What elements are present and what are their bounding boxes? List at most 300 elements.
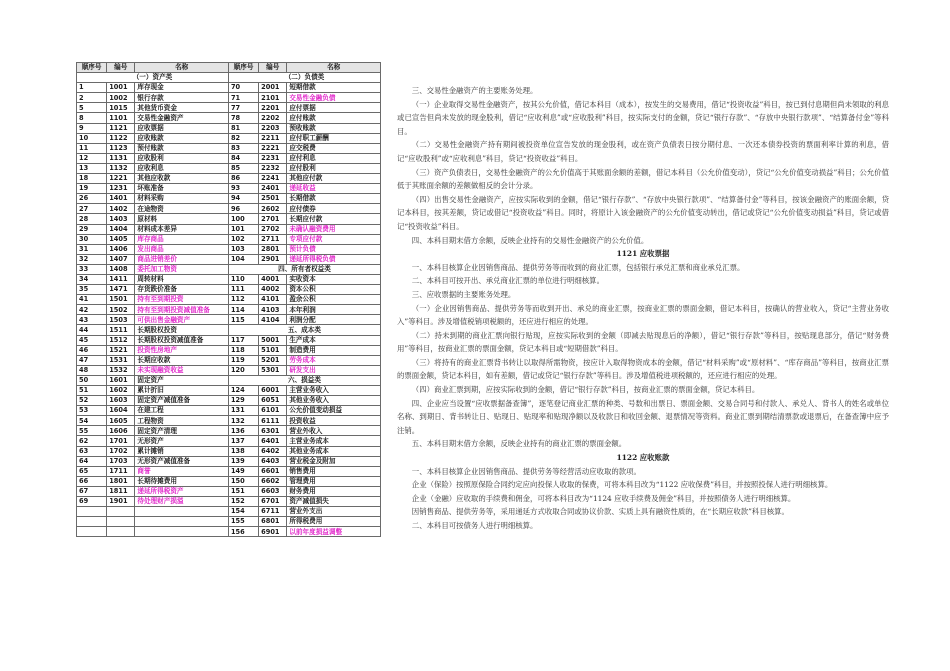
code-cell: 1701 [107,436,135,446]
table-row [77,446,381,456]
account-name-cell: 应收票据 [135,123,229,133]
code-cell: 5101 [259,345,287,355]
seq-cell: 50 [77,375,107,385]
account-name-cell: 周转材料 [135,274,229,284]
seq-cell: 9 [77,123,107,133]
code-cell: 1231 [107,184,135,194]
paragraph: 企业（保险）按照原保险合同约定应向投保人收取的保费，可将本科目改为“1122 应收保费”科目，并按照投保人进行明细核算。 [411,480,833,490]
account-name-cell: 商誉 [135,466,229,476]
account-name-cell: 无形资产减值准备 [135,456,229,466]
table-row [77,507,381,517]
code-cell: 1122 [107,133,135,143]
code-cell: 1502 [107,305,135,315]
code-cell: 2602 [259,204,287,214]
section-heading: （二）负债类 [228,73,380,83]
seq-cell: 8 [77,113,107,123]
code-cell: 6601 [259,466,287,476]
seq-cell: 154 [228,507,258,517]
seq-cell: 54 [77,416,107,426]
code-cell: 5201 [259,355,287,365]
code-cell: 1407 [107,254,135,264]
account-name-cell: 应付债券 [287,204,381,214]
table-row [77,214,381,224]
code-cell: 1001 [107,83,135,93]
account-name-cell: 材料采购 [135,194,229,204]
table-row [77,396,381,406]
account-name-cell: 库存现金 [135,83,229,93]
seq-cell: 64 [77,456,107,466]
code-cell: 2701 [259,214,287,224]
account-name-cell: 在建工程 [135,406,229,416]
table-row [77,527,381,537]
section-heading: 六、损益类 [228,375,380,385]
section-heading: 五、成本类 [228,325,380,335]
table-row [77,143,381,153]
account-name-cell: 累计摊销 [135,446,229,456]
code-cell: 1408 [107,264,135,274]
account-name-cell: 递延所得税负债 [287,254,381,264]
seq-cell: 1 [77,83,107,93]
table-row [77,244,381,254]
seq-cell: 51 [77,386,107,396]
seq-cell: 45 [77,335,107,345]
seq-cell: 110 [228,274,258,284]
account-name-cell: 固定资产减值准备 [135,396,229,406]
table-row [77,335,381,345]
account-name-cell: 销售费用 [287,466,381,476]
seq-cell: 48 [77,365,107,375]
code-cell: 2203 [259,123,287,133]
seq-cell: 100 [228,214,258,224]
paragraph: （四）商业汇票到期，应按实际收到的金额，借记“银行存款”科目，按商业汇票的票面金额，贷记本科目。 [411,385,760,395]
account-name-cell: 投资收益 [287,416,381,426]
table-row [77,497,381,507]
paragraph: 企业（金融）应收取的手续费和佣金，可将本科目改为“1124 应收手续费及佣金”科目，并按照债务人进行明细核算。 [411,493,796,503]
account-name-cell: 公允价值变动损益 [287,406,381,416]
column-header: 名称 [135,63,229,73]
paragraph: 三、交易性金融资产的主要账务处理。 [411,86,538,95]
seq-cell: 96 [228,204,258,214]
account-name-cell: 应付账款 [287,113,381,123]
account-name-cell: 交易性金融负债 [287,93,381,103]
table-row [77,93,381,103]
code-cell: 2202 [259,113,287,123]
account-name-cell: 原材料 [135,214,229,224]
code-cell: 6901 [259,527,287,537]
account-name-cell: 应付票据 [287,103,381,113]
account-name-cell [135,507,229,517]
paragraph: （一）企业因销售商品、提供劳务等而收到开出、承兑的商业汇票，按商业汇票的票面金额，借记本科目，按确认的营业收入，贷记“主营业务收入”等科目。涉及增值税销项税额的，还应进行相应的处理。 [397,303,889,327]
seq-cell: 65 [77,466,107,476]
code-cell: 6402 [259,446,287,456]
seq-cell: 129 [228,396,258,406]
account-name-cell: 未实现融资收益 [135,365,229,375]
code-cell: 1132 [107,163,135,173]
account-name-cell: 可供出售金融资产 [135,315,229,325]
account-name-cell: 在途物资 [135,204,229,214]
account-name-cell: 财务费用 [287,486,381,496]
account-name-cell: 研发支出 [287,365,381,375]
seq-cell: 103 [228,244,258,254]
account-name-cell: 长期待摊费用 [135,476,229,486]
table-row [77,163,381,173]
code-cell: 2501 [259,194,287,204]
seq-cell: 94 [228,194,258,204]
account-name-cell: 本年利润 [287,305,381,315]
code-cell: 6602 [259,476,287,486]
account-name-cell: 营业税金及附加 [287,456,381,466]
code-cell: 1532 [107,365,135,375]
code-cell: 1402 [107,204,135,214]
table-row [77,234,381,244]
seq-cell: 82 [228,133,258,143]
code-cell: 2711 [259,234,287,244]
code-cell: 2401 [259,184,287,194]
table-row [77,264,381,274]
seq-cell [77,527,107,537]
table-row [77,345,381,355]
code-cell: 1471 [107,285,135,295]
code-cell: 1404 [107,224,135,234]
account-name-cell: 其他应收款 [135,174,229,184]
account-name-cell: 其他业务收入 [287,396,381,406]
seq-cell: 12 [77,153,107,163]
account-name-cell: 应付利息 [287,153,381,163]
code-cell: 1002 [107,93,135,103]
column-header: 编号 [259,63,287,73]
table-header-row [77,63,381,73]
table-row [77,254,381,264]
table-row [77,456,381,466]
table-row [77,305,381,315]
seq-cell: 117 [228,335,258,345]
seq-cell: 152 [228,497,258,507]
account-name-cell: 应收账款 [135,133,229,143]
account-code-table [76,62,381,537]
account-name-cell: 以前年度损益调整 [287,527,381,537]
account-name-cell: 应收利息 [135,163,229,173]
account-name-cell: 长期应收款 [135,355,229,365]
account-name-cell: 制造费用 [287,345,381,355]
seq-cell: 120 [228,365,258,375]
table-row [77,153,381,163]
seq-cell: 41 [77,295,107,305]
seq-cell: 114 [228,305,258,315]
account-name-cell: 递延所得税资产 [135,486,229,496]
code-cell: 2901 [259,254,287,264]
table-body [77,73,381,537]
code-cell: 1521 [107,345,135,355]
seq-cell: 119 [228,355,258,365]
account-name-cell: 预收账款 [287,123,381,133]
account-name-cell: 生产成本 [287,335,381,345]
code-cell: 1401 [107,194,135,204]
account-name-cell: 营业外收入 [287,426,381,436]
account-name-cell: 无形资产 [135,436,229,446]
seq-cell: 33 [77,264,107,274]
account-name-cell: 预计负债 [287,244,381,254]
code-cell: 1801 [107,476,135,486]
code-cell: 2232 [259,163,287,173]
account-name-cell: 发出商品 [135,244,229,254]
account-name-cell: 其他业务成本 [287,446,381,456]
seq-cell: 85 [228,163,258,173]
table-row [77,436,381,446]
table-row [77,486,381,496]
paragraph: 因销售商品、提供劳务等，采用递延方式收取合同或协议价款、实质上具有融资性质的，在“长期应收款”科目核算。 [411,507,789,517]
account-name-cell: 投资性房地产 [135,345,229,355]
document-text [397,84,889,533]
code-cell: 2101 [259,93,287,103]
account-name-cell: 主营业务成本 [287,436,381,446]
paragraph: 四、本科目期末借方余额，反映企业持有的交易性金融资产的公允价值。 [411,235,649,245]
seq-cell: 63 [77,446,107,456]
code-cell: 6801 [259,517,287,527]
paragraph: （二）持未到期的商业汇票向银行贴现，应按实际收到的金额（即减去贴现息后的净额），借记“银行存款”等科目，按贴现息部分，借记“财务费用”等科目，按商业汇票的票面金额，贷记本科目或“短期借款”科目。 [397,330,889,354]
seq-cell: 18 [77,174,107,184]
seq-cell: 132 [228,416,258,426]
section-title: 1122 应收账款 [616,453,670,463]
table-row [77,133,381,143]
seq-cell: 2 [77,93,107,103]
table-row [77,285,381,295]
account-name-cell: 材料成本差异 [135,224,229,234]
seq-cell: 139 [228,456,258,466]
seq-cell: 52 [77,396,107,406]
account-name-cell: 实收资本 [287,274,381,284]
account-name-cell: 应交税费 [287,143,381,153]
seq-cell: 118 [228,345,258,355]
seq-cell: 34 [77,274,107,284]
seq-cell: 93 [228,184,258,194]
seq-cell: 19 [77,184,107,194]
seq-cell: 5 [77,103,107,113]
seq-cell: 115 [228,315,258,325]
seq-cell: 26 [77,194,107,204]
code-cell [107,527,135,537]
account-name-cell: 应付股利 [287,163,381,173]
seq-cell: 55 [77,426,107,436]
seq-cell: 150 [228,476,258,486]
account-name-cell: 预付账款 [135,143,229,153]
seq-cell: 124 [228,386,258,396]
code-cell: 1131 [107,153,135,163]
table-row [77,83,381,93]
seq-cell: 13 [77,163,107,173]
code-cell: 1221 [107,174,135,184]
seq-cell: 42 [77,305,107,315]
paragraph: 二、本科目可按开出、承兑商业汇票的单位进行明细核算。 [411,276,604,286]
account-name-cell: 应付职工薪酬 [287,133,381,143]
seq-cell: 32 [77,254,107,264]
code-cell: 4103 [259,305,287,315]
table-row [77,295,381,305]
seq-cell: 35 [77,285,107,295]
account-name-cell: 营业外支出 [287,507,381,517]
seq-cell: 53 [77,406,107,416]
account-name-cell: 所得税费用 [287,517,381,527]
seq-cell: 131 [228,406,258,416]
paragraph: （一）企业取得交易性金融资产，按其公允价值，借记本科目（成本），按发生的交易费用，借记“投资收益”科目，按已到付息期但尚未领取的利息或已宣告但尚未发放的现金股利，借记“应收利息”或“应收股利”科目，按实际支付的金额，贷记“银行存款”、“存放中央银行款项”、“结算备付金”等科目。 [397,99,889,136]
code-cell: 2231 [259,153,287,163]
table-row [77,406,381,416]
seq-cell: 47 [77,355,107,365]
seq-cell: 46 [77,345,107,355]
account-name-cell [135,527,229,537]
seq-cell: 67 [77,486,107,496]
table-row [77,315,381,325]
code-cell: 1411 [107,274,135,284]
account-name-cell: 资本公积 [287,285,381,295]
seq-cell: 81 [228,123,258,133]
table-row [77,194,381,204]
seq-cell: 43 [77,315,107,325]
column-header: 顺序号 [228,63,258,73]
seq-cell: 86 [228,174,258,184]
code-cell: 6001 [259,386,287,396]
paragraph: 二、本科目可按债务人进行明细核算。 [411,521,538,530]
table-row [77,466,381,476]
column-header: 顺序号 [77,63,107,73]
account-name-cell: 固定资产清理 [135,426,229,436]
seq-cell: 101 [228,224,258,234]
seq-cell: 83 [228,143,258,153]
paragraph: 五、本科目期末借方余额，反映企业持有的商业汇票的票面金额。 [411,439,627,449]
code-cell: 1512 [107,335,135,345]
seq-cell: 11 [77,143,107,153]
table-row [77,325,381,335]
code-cell: 4002 [259,285,287,295]
table-row [77,476,381,486]
code-cell: 1503 [107,315,135,325]
account-name-cell: 坏账准备 [135,184,229,194]
code-cell: 2001 [259,83,287,93]
table-row [77,274,381,284]
code-cell: 6051 [259,396,287,406]
code-cell: 1711 [107,466,135,476]
seq-cell: 62 [77,436,107,446]
paragraph: （三）资产负债表日，交易性金融资产的公允价值高于其账面余额的差额，借记本科目（公允价值变动），贷记“公允价值变动损益”科目；公允价值低于其账面余额的差额做相反的会计分录。 [397,167,889,191]
seq-cell: 70 [228,83,258,93]
account-name-cell [135,517,229,527]
code-cell: 2702 [259,224,287,234]
seq-cell: 138 [228,446,258,456]
account-name-cell: 长期股权投资 [135,325,229,335]
account-name-cell: 工程物资 [135,416,229,426]
code-cell: 2801 [259,244,287,254]
code-cell: 6403 [259,456,287,466]
table-row [77,123,381,133]
paragraph: （三）将持有的商业汇票背书转让以取得所需物资，按应计入取得物资成本的金额，借记“材料采购”或“原材料”、“库存商品”等科目，按商业汇票的票面金额，贷记本科目，如有差额，借记或贷记“银行存款”等科目。涉及增值税进项税额的，还应进行相应的处理。 [397,357,889,381]
seq-cell [77,517,107,527]
seq-cell: 149 [228,466,258,476]
paragraph: 三、应收票据的主要账务处理。 [411,289,516,299]
seq-cell: 69 [77,497,107,507]
account-name-cell: 长期股权投资减值准备 [135,335,229,345]
table-row [77,426,381,436]
code-cell [107,507,135,517]
seq-cell: 44 [77,325,107,335]
account-name-cell: 短期借款 [287,83,381,93]
code-cell: 6711 [259,507,287,517]
seq-cell: 31 [77,244,107,254]
code-cell: 5001 [259,335,287,345]
code-cell: 1121 [107,123,135,133]
account-name-cell: 持有至到期投资 [135,295,229,305]
paragraph: （二）交易性金融资产持有期间被投资单位宣告发放的现金股利，或在资产负债表日按分期付息、一次还本债券投资的票面利率计算的利息，借记“应收股利”或“应收利息”科目，贷记“投资收益”科目。 [397,140,889,163]
code-cell: 1501 [107,295,135,305]
code-cell: 1603 [107,396,135,406]
seq-cell: 77 [228,103,258,113]
code-cell: 1602 [107,386,135,396]
table-row [77,73,381,83]
seq-cell: 10 [77,133,107,143]
seq-cell: 30 [77,234,107,244]
account-name-cell: 其他货币资金 [135,103,229,113]
section-title: 1121 应收票据 [616,249,670,259]
account-name-cell: 持有至到期投资减值准备 [135,305,229,315]
paragraph: 四、企业应当设置“应收票据备查簿”，逐笔登记商业汇票的种类、号数和出票日、票面金额、交易合同号和付款人、承兑人、背书人的姓名或单位名称、到期日、背书转让日、贴现日、贴现率和贴现净额以及收款日和收回金额、退票情况等资料。商业汇票到期结清票款或退票后，在备查簿中应予注销。 [397,398,889,435]
account-name-cell: 应收股利 [135,153,229,163]
table-row [77,386,381,396]
code-cell: 1702 [107,446,135,456]
code-cell: 4001 [259,274,287,284]
code-cell: 6603 [259,486,287,496]
seq-cell: 136 [228,426,258,436]
account-name-cell: 银行存款 [135,93,229,103]
account-name-cell: 库存商品 [135,234,229,244]
code-cell: 2201 [259,103,287,113]
account-name-cell: 利润分配 [287,315,381,325]
account-name-cell: 专项应付款 [287,234,381,244]
seq-cell: 27 [77,204,107,214]
code-cell: 6301 [259,426,287,436]
code-cell: 6701 [259,497,287,507]
account-name-cell: 其他应付款 [287,174,381,184]
code-cell: 2221 [259,143,287,153]
seq-cell: 151 [228,486,258,496]
seq-cell [77,507,107,517]
code-cell: 6401 [259,436,287,446]
paragraph: 一、本科目核算企业因销售商品、提供劳务等而收到的商业汇票，包括银行承兑汇票和商业承兑汇票。 [411,262,745,272]
code-cell: 4101 [259,295,287,305]
paragraph: 一、本科目核算企业因销售商品、提供劳务等经营活动应收取的款项。 [411,466,641,476]
section-heading: 四、所有者权益类 [228,264,380,274]
code-cell: 1406 [107,244,135,254]
account-name-cell: 递延收益 [287,184,381,194]
seq-cell: 137 [228,436,258,446]
account-name-cell: 未确认融资费用 [287,224,381,234]
table-row [77,103,381,113]
table-row [77,204,381,214]
code-cell: 5301 [259,365,287,375]
table-row [77,375,381,385]
table-row [77,113,381,123]
account-name-cell: 资产减值损失 [287,497,381,507]
table-row [77,517,381,527]
code-cell: 1015 [107,103,135,113]
seq-cell: 102 [228,234,258,244]
code-cell: 1405 [107,234,135,244]
table-row [77,174,381,184]
account-name-cell: 固定资产 [135,375,229,385]
code-cell: 1403 [107,214,135,224]
section-heading: （一）资产类 [77,73,229,83]
account-name-cell: 待处理财产损溢 [135,497,229,507]
code-cell: 1606 [107,426,135,436]
account-name-cell: 累计折旧 [135,386,229,396]
code-cell: 6111 [259,416,287,426]
